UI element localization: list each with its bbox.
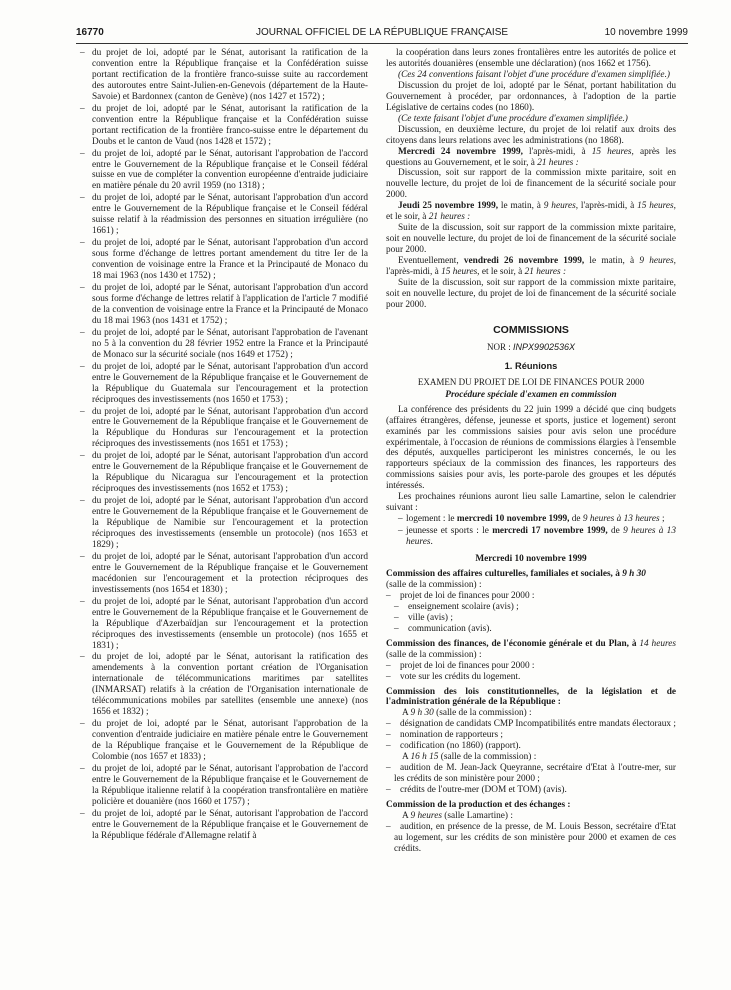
calendar-item: – logement : le mercredi 10 novembre 1999, de 9 heures à 13 heures ; <box>398 514 665 525</box>
session-date: Eventuellement, vendredi 26 novembre 1999, le matin, à 9 heures, l'après-midi, à 15 heures, et le soir, à 21 heures : <box>386 256 676 278</box>
subsection-title: 1. Réunions <box>504 360 558 371</box>
agenda-item: – ville (avis) ; <box>394 612 453 623</box>
calendar-item: – jeunesse et sports : le mercredi 17 novembre 1999, de 9 heures à 13 heures. <box>398 526 676 548</box>
list-item: – du projet de loi, adopté par le Sénat, autorisant la ratification des amendements à la convention portant création de l'Organisation internationale de télécommunications maritimes par satellites (INMARSAT) relatifs à la création de l'Organisation internationale de télécommunications mobiles par satellites (ensemble une annexe) (nos 1656 et 1832) ; <box>80 652 368 718</box>
day-title: Mercredi 10 novembre 1999 <box>475 554 587 565</box>
issue-date: 10 novembre 1999 <box>604 27 688 38</box>
list-item: – du projet de loi, adopté par le Sénat, autorisant l'approbation d'un accord entre le Gouvernement de la République française et le Gouvernement de la République du Nicaragua sur l'encouragement et la protection réciproques des investissements (nos 1652 et 1753) ; <box>80 451 368 495</box>
paragraph: La conférence des présidents du 22 juin 1999 a décidé que cinq budgets (affaires étrangères, défense, jeunesse et sports, justice et logement) seront examinés par les commissions saisies pour avis selon une procédure expérimentale, à l'occasion de réunions de commissions élargies à l'ensemble des députés, auxquelles participeront les ministres concernés, le ou les rapporteurs spéciaux de la commission des finances, les rapporteurs des commissions saisies pour avis, les porte-parole des groupes et les députés intéressés. <box>386 404 676 492</box>
agenda-item: – codification (no 1860) (rapport). <box>386 741 521 752</box>
agenda-item: – vote sur les crédits du logement. <box>386 671 521 682</box>
list-item: – du projet de loi, adopté par le Sénat, autorisant la ratification de la convention entre la République française et la Confédération suisse portant rectification de la frontière franco-suisse suite au raccordement des autoroutes entre Saint-Julien-en-Genevois (département de la Haute-Savoie) et Bardonnex (canton de Genève) (nos 1427 et 1572) ; <box>80 48 368 102</box>
page-header <box>76 27 688 43</box>
left-column <box>78 48 368 843</box>
session-time: A 16 h 15 (salle de la commission) : <box>402 752 537 763</box>
list-item: – du projet de loi, adopté par le Sénat, autorisant l'approbation d'un accord entre le Gouvernement de la République française et le Gouvernement de la République du Honduras sur l'encouragement et la protection réciproques des investissements (nos 1651 et 1753) ; <box>80 406 368 450</box>
agenda-item: – audition de M. Jean-Jack Queyranne, secrétaire d'Etat à l'outre-mer, sur les crédits de son ministère pour 2000 ; <box>386 763 676 785</box>
section-title: COMMISSIONS <box>493 323 569 336</box>
session-time: A 9 h 30 (salle de la commission) : <box>402 708 532 719</box>
list-item: – du projet de loi, adopté par le Sénat, autorisant l'approbation d'un accord sous forme d'échange de lettres portant amendement du titre Ier de la convention de voisinage entre la France et la Principauté de Monaco du 18 mai 1963 (nos 1430 et 1752) ; <box>80 238 368 282</box>
list-item: – du projet de loi, adopté par le Sénat, autorisant l'approbation d'un accord entre le Gouvernement de la République française et le Gouvernement de la République d'Azerbaïdjan sur l'encouragement et la protection réciproques des investissements (ensemble un protocole) (nos 1655 et 1831) ; <box>80 596 368 651</box>
list-item: – du projet de loi, adopté par le Sénat, autorisant l'approbation de l'accord entre le Gouvernement de la République française et le Conseil fédéral suisse en vue de compléter la convention européenne d'entraide judiciaire en matière pénale du 20 avril 1959 (no 1318) ; <box>80 148 368 192</box>
procedure-note: (Ces 24 conventions faisant l'objet d'une procédure d'examen simplifiée.) <box>398 69 670 80</box>
paragraph: Suite de la discussion, soit sur rapport de la commission mixte paritaire, soit en nouvelle lecture, du projet de loi de financement de la sécurité sociale pour 2000. <box>386 278 676 310</box>
agenda-item: – nomination de rapporteurs ; <box>386 730 504 741</box>
paragraph: Discussion du projet de loi, adopté par le Sénat, portant habilitation du Gouvernement à procéder, par ordonnances, à l'adoption de la partie Législative de certains codes (no 1860). <box>386 80 676 113</box>
session-time: A 9 heures (salle Lamartine) : <box>402 811 513 821</box>
right-column <box>386 48 676 855</box>
list-item: – du projet de loi, adopté par le Sénat, autorisant l'approbation d'un accord entre le Gouvernement de la République française et le Gouvernement de la République de Namibie sur l'encouragement et la protection réciproques des investissements (ensemble un protocole) (nos 1653 et 1829) ; <box>80 496 368 550</box>
journal-title: JOURNAL OFFICIEL DE LA RÉPUBLIQUE FRANÇAISE <box>255 27 509 38</box>
agenda-item: – audition, en présence de la presse, de M. Louis Besson, secrétaire d'Etat au logement, sur les crédits de son ministère pour 2000 et examen de ces crédits. <box>386 821 676 854</box>
nor-reference: NOR : INPX9902536X <box>486 341 576 352</box>
list-item: – du projet de loi, adopté par le Sénat, autorisant l'approbation d'un accord entre le Gouvernement de la République française et le Conseil fédéral suisse relatif à la réadmission des personnes en situation irrégulière (no 1661) ; <box>80 193 368 237</box>
page-number: 16770 <box>76 27 104 38</box>
committee-title: Commission des finances, de l'économie générale et du Plan, à 14 heures (salle de la commission) : <box>386 638 677 660</box>
agenda-item: – communication (avis). <box>394 623 492 634</box>
procedure-note: (Ce texte faisant l'objet d'une procédure d'examen simplifiée.) <box>398 113 628 124</box>
exam-title: EXAMEN DU PROJET DE LOI DE FINANCES POUR 2000 <box>417 376 645 387</box>
agenda-item: – projet de loi de finances pour 2000 : <box>386 590 535 601</box>
agenda-item: – projet de loi de finances pour 2000 : <box>386 660 535 671</box>
list-item: – du projet de loi, adopté par le Sénat, autorisant l'approbation de l'accord entre le Gouvernement de la République française et le Gouvernement de la République italienne relatif à la coopération transfrontalière en matière policière et douanière (nos 1660 et 1757) ; <box>80 764 368 807</box>
list-item: – du projet de loi, adopté par le Sénat, autorisant l'approbation de la convention d'entraide judiciaire en matière pénale entre le Gouvernement de la République française et le Gouvernement de la République de Colombie (nos 1657 et 1833) ; <box>80 719 368 763</box>
list-item: – du projet de loi, adopté par le Sénat, autorisant l'approbation d'un accord entre le Gouvernement de la République française et le Gouvernement macédonien sur l'encouragement et la protection réciproques des investissements (nos 1654 et 1830) ; <box>80 551 368 595</box>
header-rule <box>76 43 688 44</box>
paragraph: Suite de la discussion, soit sur rapport de la commission mixte paritaire, soit en nouvelle lecture, du projet de loi de financement de la sécurité sociale pour 2000. <box>386 223 676 256</box>
continued-item: la coopération dans leurs zones frontalières entre les autorités de police et les autorités douanières (ensemble une déclaration) (nos 1662 et 1756). <box>386 48 676 69</box>
agenda-item: – désignation de candidats CMP Incompatibilités entre mandats électoraux ; <box>386 719 676 730</box>
list-item: – du projet de loi, adopté par le Sénat, autorisant l'approbation de l'accord entre le Gouvernement de la République française et le Gouvernement de la République fédérale d'Allemagne relatif à <box>80 808 368 841</box>
session-date: Jeudi 25 novembre 1999, le matin, à 9 heures, l'après-midi, à 15 heures, et le soir, à 21 heures : <box>386 201 676 223</box>
list-item: – du projet de loi, adopté par le Sénat, autorisant l'approbation d'un accord entre le Gouvernement de la République française et le Gouvernement de la République du Guatemala sur l'encouragement et la protection réciproques des investissements (nos 1650 et 1753) ; <box>80 361 368 405</box>
committee-title: Commission des affaires culturelles, familiales et sociales, à 9 h 30 <box>386 568 646 579</box>
committee-title: Commission de la production et des échanges : <box>386 800 571 811</box>
paragraph: Discussion, en deuxième lecture, du projet de loi relatif aux droits des citoyens dans leurs relations avec les administrations (no 1868). <box>386 124 676 146</box>
list-item: – du projet de loi, adopté par le Sénat, autorisant la ratification de la convention entre la République française et la Confédération suisse portant rectification de la frontière franco-suisse entre le département du Doubs et le canton de Vaud (nos 1428 et 1572) ; <box>80 103 368 147</box>
procedure-title: Procédure spéciale d'examen en commission <box>445 389 617 400</box>
list-item: – du projet de loi, adopté par le Sénat, autorisant l'approbation de l'avenant no 5 à la convention du 28 février 1952 entre la France et la Principauté de Monaco sur la sécurité sociale (nos 1649 et 1752) ; <box>80 327 368 360</box>
agenda-item: – enseignement scolaire (avis) ; <box>394 601 519 612</box>
committee-title: Commission des lois constitutionnelles, de la législation et de l'administration générale de la République : <box>386 686 676 708</box>
paragraph: Discussion, soit sur rapport de la commission mixte paritaire, soit en nouvelle lecture, du projet de loi de financement de la sécurité sociale pour 2000. <box>386 168 676 201</box>
agenda-item: – crédits de l'outre-mer (DOM et TOM) (avis). <box>386 785 567 796</box>
paragraph: Les prochaines réunions auront lieu salle Lamartine, selon le calendrier suivant : <box>386 492 676 514</box>
list-item: – du projet de loi, adopté par le Sénat, autorisant l'approbation d'un accord sous forme d'échange de lettres relatif à l'application de l'article 7 modifié de la convention de voisinage entre la France et la Principauté de Monaco du 18 mai 1963 (nos 1431 et 1752) ; <box>80 283 368 326</box>
room: (salle de la commission) : <box>386 579 482 590</box>
session-date: Mercredi 24 novembre 1999, l'après-midi, à 15 heures, après les questions au Gouvernement, et le soir, à 21 heures : <box>386 146 677 168</box>
